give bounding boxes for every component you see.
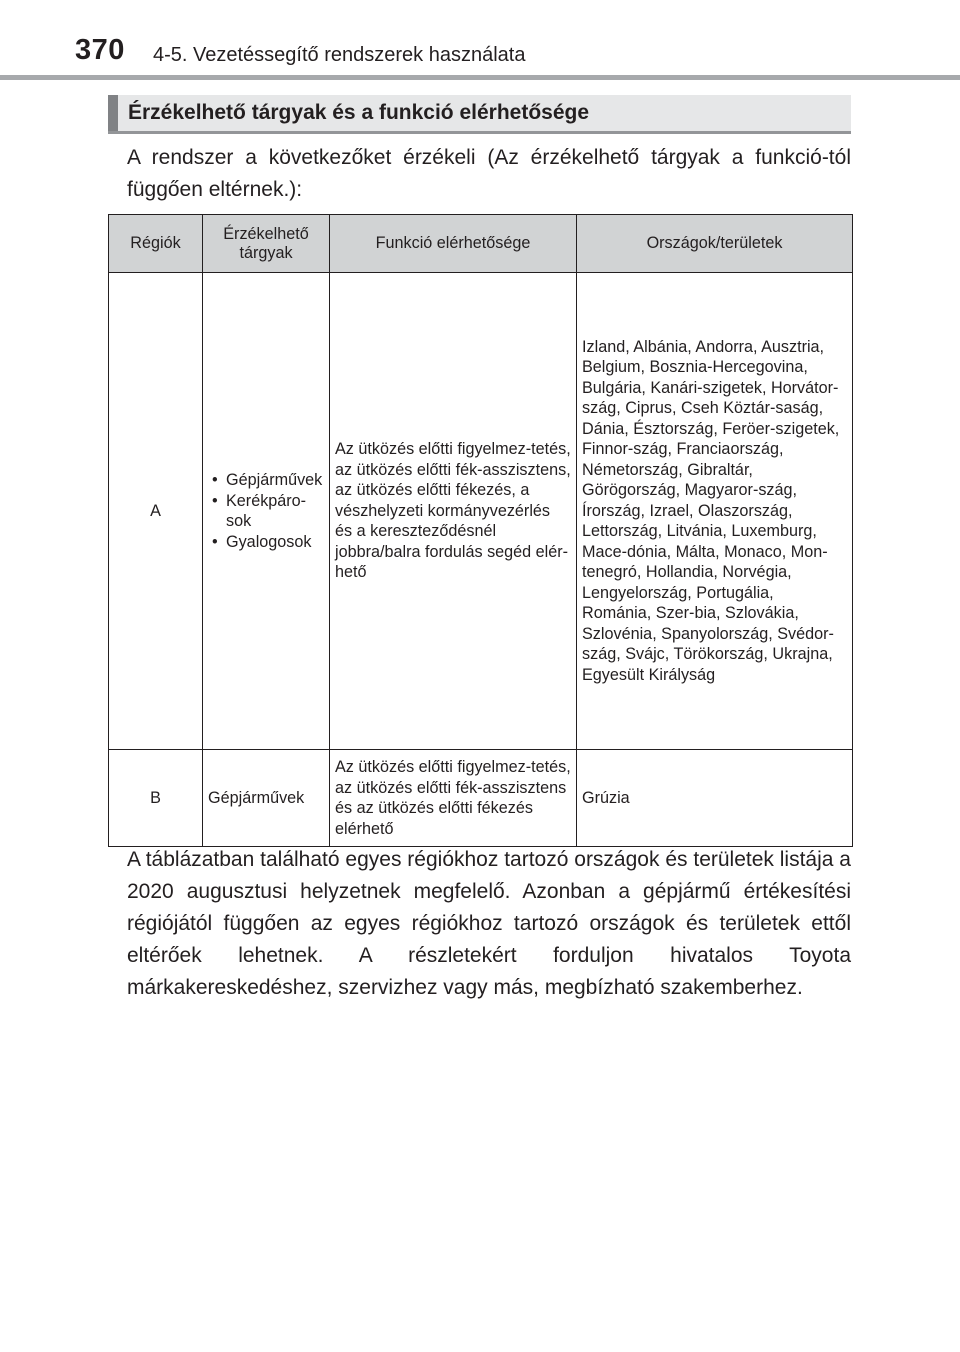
- region-cell: A: [109, 273, 203, 750]
- page-number: 370: [75, 34, 125, 66]
- table-row: [109, 750, 853, 847]
- chapter-title: 4-5. Vezetéssegítő rendszerek használata: [153, 44, 526, 66]
- targets-list: [208, 470, 324, 552]
- header-rule: [0, 75, 960, 80]
- list-item: • Gépjárművek: [208, 470, 324, 491]
- targets-cell: Gépjárművek: [203, 750, 330, 847]
- outro-paragraph: A táblázatban található egyes régiókhoz tartozó országok és területek listája a 2020 augusztusi helyzetnek megfelelő. Azonban a gépjármű értékesítési régiójától függően az egyes régiókhoz tartozó országok és területek ettől eltérőek lehetnek. A részletekért forduljon hivatalos Toyota márkakereskedéshez, szervizhez vagy más, megbízható szakemberhez.: [127, 848, 851, 999]
- function-cell: Az ütközés előtti figyelmez-tetés, az ütközés előtti fék-asszisztens és az ütközés előtti fékezés elérhető: [330, 750, 577, 847]
- region-cell: B: [109, 750, 203, 847]
- header-regions: Régiók: [109, 215, 203, 273]
- header-detectable-objects: Érzékelhető tárgyak: [203, 215, 330, 273]
- detection-table: [108, 214, 853, 847]
- list-item: • Gyalogosok: [208, 532, 324, 553]
- list-item: • Kerékpáro-sok: [208, 491, 324, 532]
- section-heading-bar: [108, 95, 851, 134]
- intro-paragraph: A rendszer a következőket érzékeli (Az érzékelhető tárgyak a funkció-tól függően eltérnek.):: [127, 146, 851, 201]
- header-countries: Országok/területek: [577, 215, 853, 273]
- section-accent-block: [108, 95, 118, 131]
- countries-cell: Grúzia: [577, 750, 853, 847]
- section-title: Érzékelhető tárgyak és a funkció elérhetősége: [128, 101, 590, 124]
- table-row: [109, 273, 853, 750]
- targets-cell: [203, 273, 330, 750]
- table-header-row: [109, 215, 853, 273]
- header-function-availability: Funkció elérhetősége: [330, 215, 577, 273]
- countries-cell: Izland, Albánia, Andorra, Ausztria, Belgium, Bosznia-Hercegovina, Bulgária, Kanári-szigetek, Horvátor-szág, Ciprus, Cseh Köztár-saság, Dánia, Észtország, Feröer-szigetek, Finnor-szág, Franciaország, Németország, Gibraltár, Görögország, Magyaror-szág, Írország, Izrael, Olaszország, Lettország, Litvánia, Luxemburg, Mace-dónia, Málta, Monaco, Mon-tenegró, Hollandia, Norvégia, Lengyelország, Portugália, Románia, Szer-bia, Szlovákia, Szlovénia, Spanyolország, Svédor-szág, Svájc, Törökország, Ukrajna, Egyesült Királyság: [577, 273, 853, 750]
- function-cell: Az ütközés előtti figyelmez-tetés, az ütközés előtti fék-asszisztens, az ütközés előtti fékezés, a vészhelyzeti kormányvezérlés és a kereszteződésnél jobbra/balra fordulás segéd elér-hető: [330, 273, 577, 750]
